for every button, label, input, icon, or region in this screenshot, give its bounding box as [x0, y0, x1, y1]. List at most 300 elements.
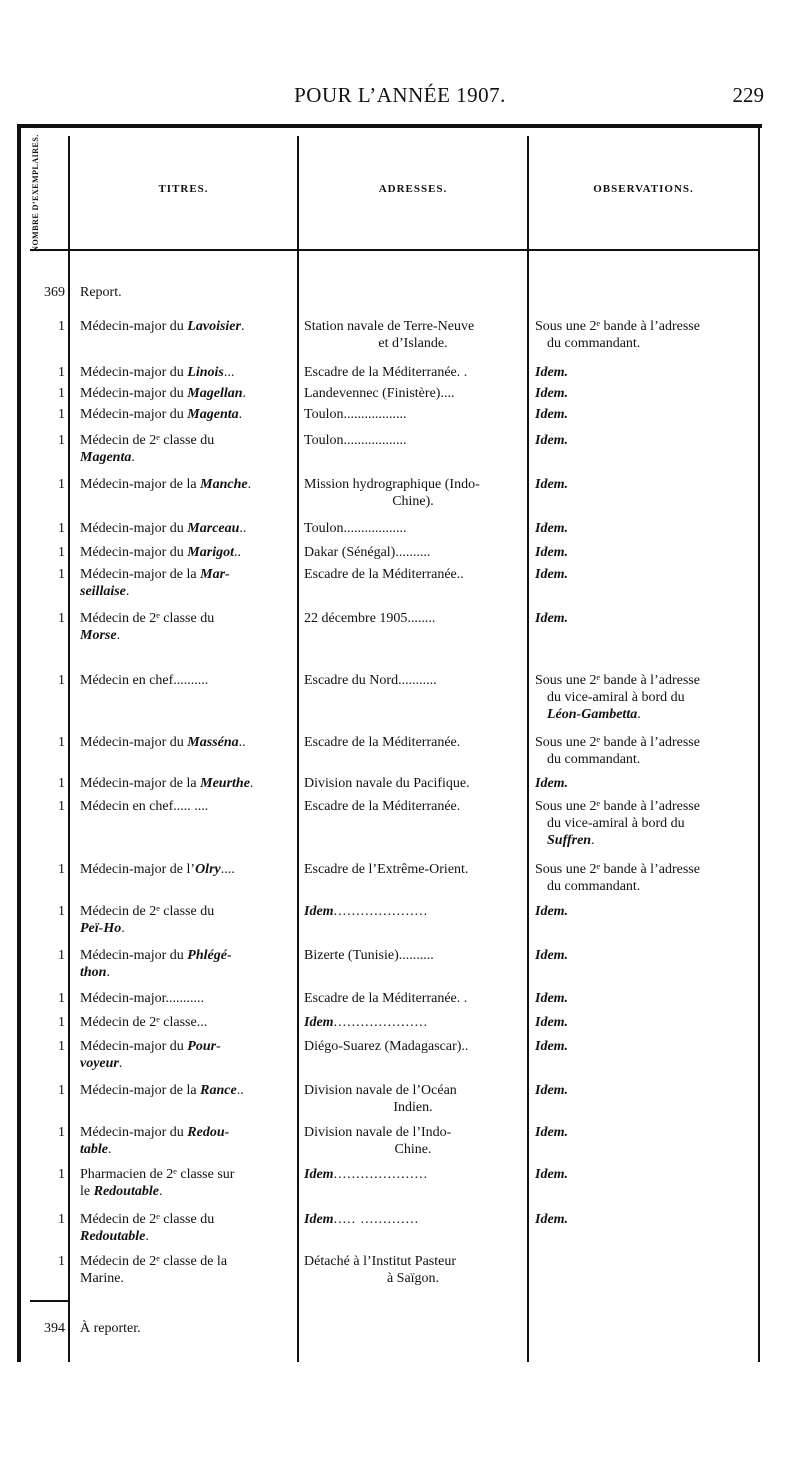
address-text: Division navale de l’Indo- — [304, 1125, 452, 1140]
title-cell — [80, 861, 292, 878]
address-text: Station navale de Terre-Neuve — [304, 319, 475, 334]
address-text: Division navale de l’Océan — [304, 1083, 457, 1098]
ship-name: Magenta — [187, 407, 239, 422]
address-line — [304, 1212, 419, 1227]
title-text: Médecin-major du — [80, 521, 188, 536]
title-cell — [80, 406, 292, 423]
copies-count: 1 — [58, 1039, 65, 1054]
address-line — [304, 365, 467, 380]
title-line — [80, 1125, 229, 1140]
title-line-2 — [80, 1228, 292, 1245]
observation-line-2: du commandant. — [547, 752, 641, 767]
copies-count: 1 — [58, 433, 65, 448]
title-line-2 — [80, 1270, 292, 1287]
report-label: Report. — [80, 285, 122, 300]
title-cell — [80, 775, 292, 792]
address-cell — [304, 798, 522, 815]
address-idem: Idem — [304, 1167, 334, 1182]
title-line-2 — [80, 627, 292, 644]
title-text: Médecin-major de l’ — [80, 862, 196, 877]
address-leader: ..................... — [333, 1015, 429, 1030]
title-line-2 — [80, 1055, 292, 1072]
observation-line: Idem. — [535, 776, 569, 791]
title-text: Médecin-major de la — [80, 1083, 201, 1098]
address-text: Toulon.................. — [304, 521, 407, 536]
title-line — [80, 1212, 214, 1227]
observation-line: Idem. — [535, 948, 569, 963]
title-line — [80, 776, 253, 791]
address-line — [304, 407, 406, 422]
title-line — [80, 365, 234, 380]
ship-name: Magellan — [187, 386, 243, 401]
title-text-end: . — [240, 319, 245, 334]
copies-count: 1 — [58, 477, 65, 492]
observations-column-heading: OBSERVATIONS. — [593, 183, 694, 195]
title-text: Médecin-major de la — [80, 776, 201, 791]
address-cell — [304, 734, 522, 751]
observation-cell — [535, 406, 750, 423]
observation-line: Sous une 2ᵉ bande à l’adresse — [535, 735, 700, 750]
title-line-2 — [80, 964, 292, 981]
copies-count: 1 — [58, 319, 65, 334]
title-text-end: ... — [223, 365, 235, 380]
observation-line-3 — [535, 706, 750, 723]
observation-cell — [535, 520, 750, 537]
address-idem: Idem — [304, 904, 334, 919]
observation-line: Idem. — [535, 1015, 569, 1030]
title-text-end: . — [249, 776, 254, 791]
address-cell — [304, 1253, 522, 1287]
page-header — [0, 83, 800, 113]
ship-name: Marigot — [187, 545, 234, 560]
carry-count: 394 — [44, 1321, 65, 1336]
title-cell — [80, 1124, 292, 1158]
address-cell — [304, 610, 522, 627]
address-text: Escadre du Nord........... — [304, 673, 437, 688]
copies-count: 1 — [58, 862, 65, 877]
title-text: Médecin-major du — [80, 1039, 188, 1054]
observation-cell — [535, 364, 750, 381]
observation-cell — [535, 1211, 750, 1228]
address-cell — [304, 544, 522, 561]
title-cell — [80, 1082, 292, 1099]
address-line — [304, 1254, 456, 1269]
title-line — [80, 433, 214, 448]
title-text: Médecin-major du — [80, 319, 188, 334]
ship-name: Phlégé- — [187, 948, 232, 963]
address-text: Landevennec (Finistère).... — [304, 386, 455, 401]
copies-count: 1 — [58, 1254, 65, 1269]
title-text: Médecin-major du — [80, 1125, 188, 1140]
address-text: 22 décembre 1905........ — [304, 611, 436, 626]
title-cell — [80, 1014, 292, 1031]
title-line — [80, 567, 230, 582]
address-line — [304, 1015, 428, 1030]
titles-column-heading: TITRES. — [158, 183, 209, 195]
address-cell — [304, 406, 522, 423]
address-line-2: Chine. — [394, 1142, 432, 1157]
observation-line-2: du commandant. — [547, 336, 641, 351]
observation-line: Sous une 2ᵉ bande à l’adresse — [535, 862, 700, 877]
observation-line: Idem. — [535, 1167, 569, 1182]
address-cell — [304, 385, 522, 402]
observation-line: Idem. — [535, 433, 569, 448]
ship-name: Masséna — [187, 735, 239, 750]
observation-cell — [535, 734, 750, 768]
observation-line: Idem. — [535, 991, 569, 1006]
flagship-name: Suffren — [547, 833, 592, 848]
address-leader: ..... ............. — [333, 1212, 420, 1227]
title-line-2 — [80, 449, 292, 466]
address-text: Diégo-Suarez (Madagascar).. — [304, 1039, 469, 1054]
address-line — [304, 1039, 468, 1054]
copies-count: 1 — [58, 673, 65, 688]
observation-cell — [535, 990, 750, 1007]
address-idem: Idem — [304, 1212, 334, 1227]
total-rule — [30, 1300, 68, 1302]
title-line-2 — [80, 1183, 292, 1200]
address-line-2: et d’Islande. — [378, 336, 448, 351]
table-right-rule — [758, 128, 760, 1362]
title-cell — [80, 734, 292, 751]
observation-line: Idem. — [535, 1212, 569, 1227]
title-text: Pharmacien de 2ᵉ classe sur — [80, 1167, 235, 1182]
title-cell — [80, 385, 292, 402]
title-line-2 — [80, 920, 292, 937]
address-leader: ..................... — [333, 1167, 429, 1182]
addresses-column-heading: ADRESSES. — [378, 183, 448, 195]
observation-cell — [535, 775, 750, 792]
ship-name: Lavoisier — [187, 319, 241, 334]
title-cell — [80, 798, 292, 815]
address-line — [304, 948, 434, 963]
ship-name: Peï-Ho — [80, 921, 122, 936]
ship-name: voyeur — [80, 1056, 119, 1071]
address-line — [304, 545, 430, 560]
report-count: 369 — [44, 285, 65, 300]
observation-line: Idem. — [535, 386, 569, 401]
address-line-2: à Saïgon. — [386, 1271, 440, 1286]
address-line — [304, 1083, 457, 1098]
copies-count: 1 — [58, 407, 65, 422]
observation-line-2: du vice-amiral à bord du — [547, 690, 685, 705]
observation-cell — [535, 798, 750, 849]
ship-name: table — [80, 1142, 108, 1157]
title-text: Médecin-major de la — [80, 567, 201, 582]
address-cell — [304, 1166, 522, 1183]
title-cell — [80, 364, 292, 381]
address-text: Escadre de la Méditerranée. . — [304, 365, 468, 380]
observation-line-2: du vice-amiral à bord du — [547, 816, 685, 831]
ship-name: Meurthe — [200, 776, 250, 791]
title-text-end: . — [145, 1229, 149, 1244]
copies-count: 1 — [58, 735, 65, 750]
ship-name: thon — [80, 965, 107, 980]
title-text: Médecin-major de la — [80, 477, 201, 492]
title-line — [80, 1083, 244, 1098]
observation-line: Idem. — [535, 567, 569, 582]
address-text: Détaché à l’Institut Pasteur — [304, 1254, 457, 1269]
column-divider-2 — [297, 136, 299, 1362]
title-text: Médecin-major........... — [80, 991, 205, 1006]
address-text: Escadre de la Méditerranée. . — [304, 991, 468, 1006]
observation-cell — [535, 544, 750, 561]
observation-line: Sous une 2ᵉ bande à l’adresse — [535, 799, 700, 814]
address-line — [304, 477, 480, 492]
title-line — [80, 862, 235, 877]
title-cell — [80, 903, 292, 937]
copies-count: 1 — [58, 799, 65, 814]
title-text-end: .. — [238, 735, 246, 750]
title-text-end: . — [242, 386, 247, 401]
address-text: Escadre de l’Extrême-Orient. — [304, 862, 469, 877]
copies-count: 1 — [58, 567, 65, 582]
address-cell — [304, 476, 522, 510]
address-line — [304, 735, 460, 750]
address-line — [304, 319, 474, 334]
address-cell — [304, 903, 522, 920]
observation-line: Idem. — [535, 407, 569, 422]
ship-name: Redoutable — [93, 1184, 159, 1199]
copies-count: 1 — [58, 1015, 65, 1030]
address-text: Dakar (Sénégal).......... — [304, 545, 431, 560]
address-line — [304, 611, 435, 626]
title-text: Médecin de 2ᵉ classe du — [80, 904, 215, 919]
title-text-end: . — [125, 584, 130, 599]
address-cell — [304, 672, 522, 689]
title-line — [80, 319, 244, 334]
address-line-2: Chine). — [392, 494, 434, 509]
title-text-end: .... — [220, 862, 235, 877]
title-line — [80, 611, 214, 626]
title-text-end: .. — [239, 521, 247, 536]
address-cell — [304, 432, 522, 449]
observation-cell — [535, 861, 750, 895]
title-cell — [80, 1253, 292, 1287]
copies-count: 1 — [58, 365, 65, 380]
observation-line: Sous une 2ᵉ bande à l’adresse — [535, 673, 700, 688]
copies-count: 1 — [58, 1125, 65, 1140]
address-line — [304, 673, 437, 688]
copies-count: 1 — [58, 1212, 65, 1227]
title-text-end: .. — [233, 545, 241, 560]
title-cell — [80, 520, 292, 537]
observation-cell — [535, 432, 750, 449]
title-line — [80, 386, 246, 401]
observation-cell — [535, 672, 750, 723]
observation-line: Idem. — [535, 477, 569, 492]
title-line — [80, 735, 246, 750]
address-text: Toulon.................. — [304, 433, 407, 448]
header-bottom-rule — [30, 249, 760, 251]
address-idem: Idem — [304, 1015, 334, 1030]
observation-cell — [535, 318, 750, 352]
title-line — [80, 948, 232, 963]
page-number: 229 — [732, 83, 764, 107]
ship-name: Pour- — [187, 1039, 221, 1054]
observation-line: Idem. — [535, 545, 569, 560]
ship-name: Mar- — [200, 567, 230, 582]
title-text-end: . — [118, 1056, 123, 1071]
title-text-end: . — [238, 407, 243, 422]
address-cell — [304, 1082, 522, 1116]
title-text: Médecin de 2ᵉ classe... — [80, 1015, 208, 1030]
address-cell — [304, 775, 522, 792]
observation-cell — [535, 1014, 750, 1031]
address-cell — [304, 990, 522, 1007]
title-cell — [80, 947, 292, 981]
title-cell — [80, 610, 292, 644]
address-line — [304, 1125, 451, 1140]
address-cell — [304, 364, 522, 381]
address-cell — [304, 1038, 522, 1055]
copies-count: 1 — [58, 776, 65, 791]
address-text: Division navale du Pacifique. — [304, 776, 470, 791]
observation-cell — [535, 385, 750, 402]
address-cell — [304, 947, 522, 964]
address-leader: ..................... — [333, 904, 429, 919]
address-cell — [304, 1124, 522, 1158]
title-line — [80, 799, 208, 814]
observation-cell — [535, 476, 750, 493]
address-line — [304, 433, 406, 448]
observation-cell — [535, 1038, 750, 1055]
copies-count: 1 — [58, 991, 65, 1006]
ship-name: Rance — [200, 1083, 237, 1098]
title-text: Médecin-major du — [80, 365, 188, 380]
title-text-end: .. — [236, 1083, 244, 1098]
address-text: Escadre de la Méditerranée. — [304, 735, 461, 750]
title-line — [80, 521, 246, 536]
column-divider-1 — [68, 136, 70, 1362]
table-top-rule — [17, 124, 762, 128]
observation-cell — [535, 903, 750, 920]
title-text: Médecin de 2ᵉ classe du — [80, 611, 215, 626]
observation-end: . — [591, 833, 595, 848]
observation-line: Idem. — [535, 1039, 569, 1054]
title-text: Médecin en chef..... .... — [80, 799, 209, 814]
observation-line: Idem. — [535, 365, 569, 380]
title-text: Médecin-major du — [80, 545, 188, 560]
copies-count: 1 — [58, 386, 65, 401]
address-text: Bizerte (Tunisie).......... — [304, 948, 434, 963]
observation-cell — [535, 1166, 750, 1183]
address-line — [304, 799, 460, 814]
count-column-heading-text: NOMBRE D’EXEMPLAIRES. — [31, 134, 40, 252]
title-line — [80, 1167, 234, 1182]
title-text: Médecin de 2ᵉ classe du — [80, 1212, 215, 1227]
count-column-heading — [25, 134, 47, 252]
address-line — [304, 862, 468, 877]
copies-count: 1 — [58, 1083, 65, 1098]
observation-line: Idem. — [535, 521, 569, 536]
title-text: Médecin en chef.......... — [80, 673, 209, 688]
address-line — [304, 904, 428, 919]
observation-line: Idem. — [535, 611, 569, 626]
title-text: Médecin de 2ᵉ classe du — [80, 433, 215, 448]
title-line — [80, 904, 214, 919]
title-line — [80, 545, 241, 560]
ship-name: Linois — [187, 365, 224, 380]
address-text: Escadre de la Méditerranée. — [304, 799, 461, 814]
title-text-end: . — [106, 965, 110, 980]
ship-name: Marceau — [187, 521, 240, 536]
title-cell — [80, 544, 292, 561]
address-cell — [304, 566, 522, 583]
title-line-2 — [80, 1141, 292, 1158]
observation-cell — [535, 947, 750, 964]
address-cell — [304, 1014, 522, 1031]
title-line — [80, 673, 208, 688]
observation-line: Sous une 2ᵉ bande à l’adresse — [535, 319, 700, 334]
address-cell — [304, 520, 522, 537]
title-line — [80, 477, 251, 492]
ship-name: seillaise — [80, 584, 126, 599]
address-cell — [304, 1211, 522, 1228]
title-cell — [80, 990, 292, 1007]
column-divider-3 — [527, 136, 529, 1362]
title-text-end: . — [116, 628, 121, 643]
carry-label: À reporter. — [80, 1321, 141, 1336]
title-text-end: . — [247, 477, 252, 492]
observation-cell — [535, 1082, 750, 1099]
title-text-end: . — [108, 1142, 112, 1157]
observation-cell — [535, 1124, 750, 1141]
title-text-end: . — [158, 1184, 163, 1199]
address-text: Escadre de la Méditerranée.. — [304, 567, 464, 582]
observation-line: Idem. — [535, 904, 569, 919]
address-line-2: Indien. — [393, 1100, 433, 1115]
title-text: Médecin-major du — [80, 407, 188, 422]
observation-line: Idem. — [535, 1083, 569, 1098]
address-line — [304, 386, 454, 401]
address-line — [304, 776, 470, 791]
address-line — [304, 991, 467, 1006]
ship-name: Magenta — [80, 450, 132, 465]
copies-count: 1 — [58, 904, 65, 919]
running-title: POUR L’ANNÉE 1907. — [294, 83, 506, 107]
ship-name: Redoutable — [80, 1229, 146, 1244]
copies-count: 1 — [58, 545, 65, 560]
title-text: Médecin-major du — [80, 386, 188, 401]
title-text-end: . — [121, 921, 125, 936]
ship-name: Redou- — [187, 1125, 230, 1140]
address-line — [304, 521, 406, 536]
observation-end: . — [637, 707, 641, 722]
copies-count: 1 — [58, 948, 65, 963]
title-text: Médecin-major du — [80, 948, 188, 963]
flagship-name: Léon-Gambetta — [547, 707, 638, 722]
ship-name: Olry — [195, 862, 221, 877]
title-text: Médecin de 2ᵉ classe de la — [80, 1254, 228, 1269]
observation-line-2: du commandant. — [547, 879, 641, 894]
address-text: Toulon.................. — [304, 407, 407, 422]
ship-name: Morse — [80, 628, 117, 643]
address-cell — [304, 318, 522, 352]
title-text: Médecin-major du — [80, 735, 188, 750]
title-line — [80, 407, 242, 422]
copies-count: 1 — [58, 611, 65, 626]
observation-cell — [535, 610, 750, 627]
title-cell — [80, 672, 292, 689]
observation-cell — [535, 566, 750, 583]
title-line-2 — [80, 583, 292, 600]
title-text: le — [80, 1184, 94, 1199]
title-cell — [80, 566, 292, 600]
copies-count: 1 — [58, 521, 65, 536]
observation-line-3 — [535, 832, 750, 849]
title-cell — [80, 318, 292, 335]
